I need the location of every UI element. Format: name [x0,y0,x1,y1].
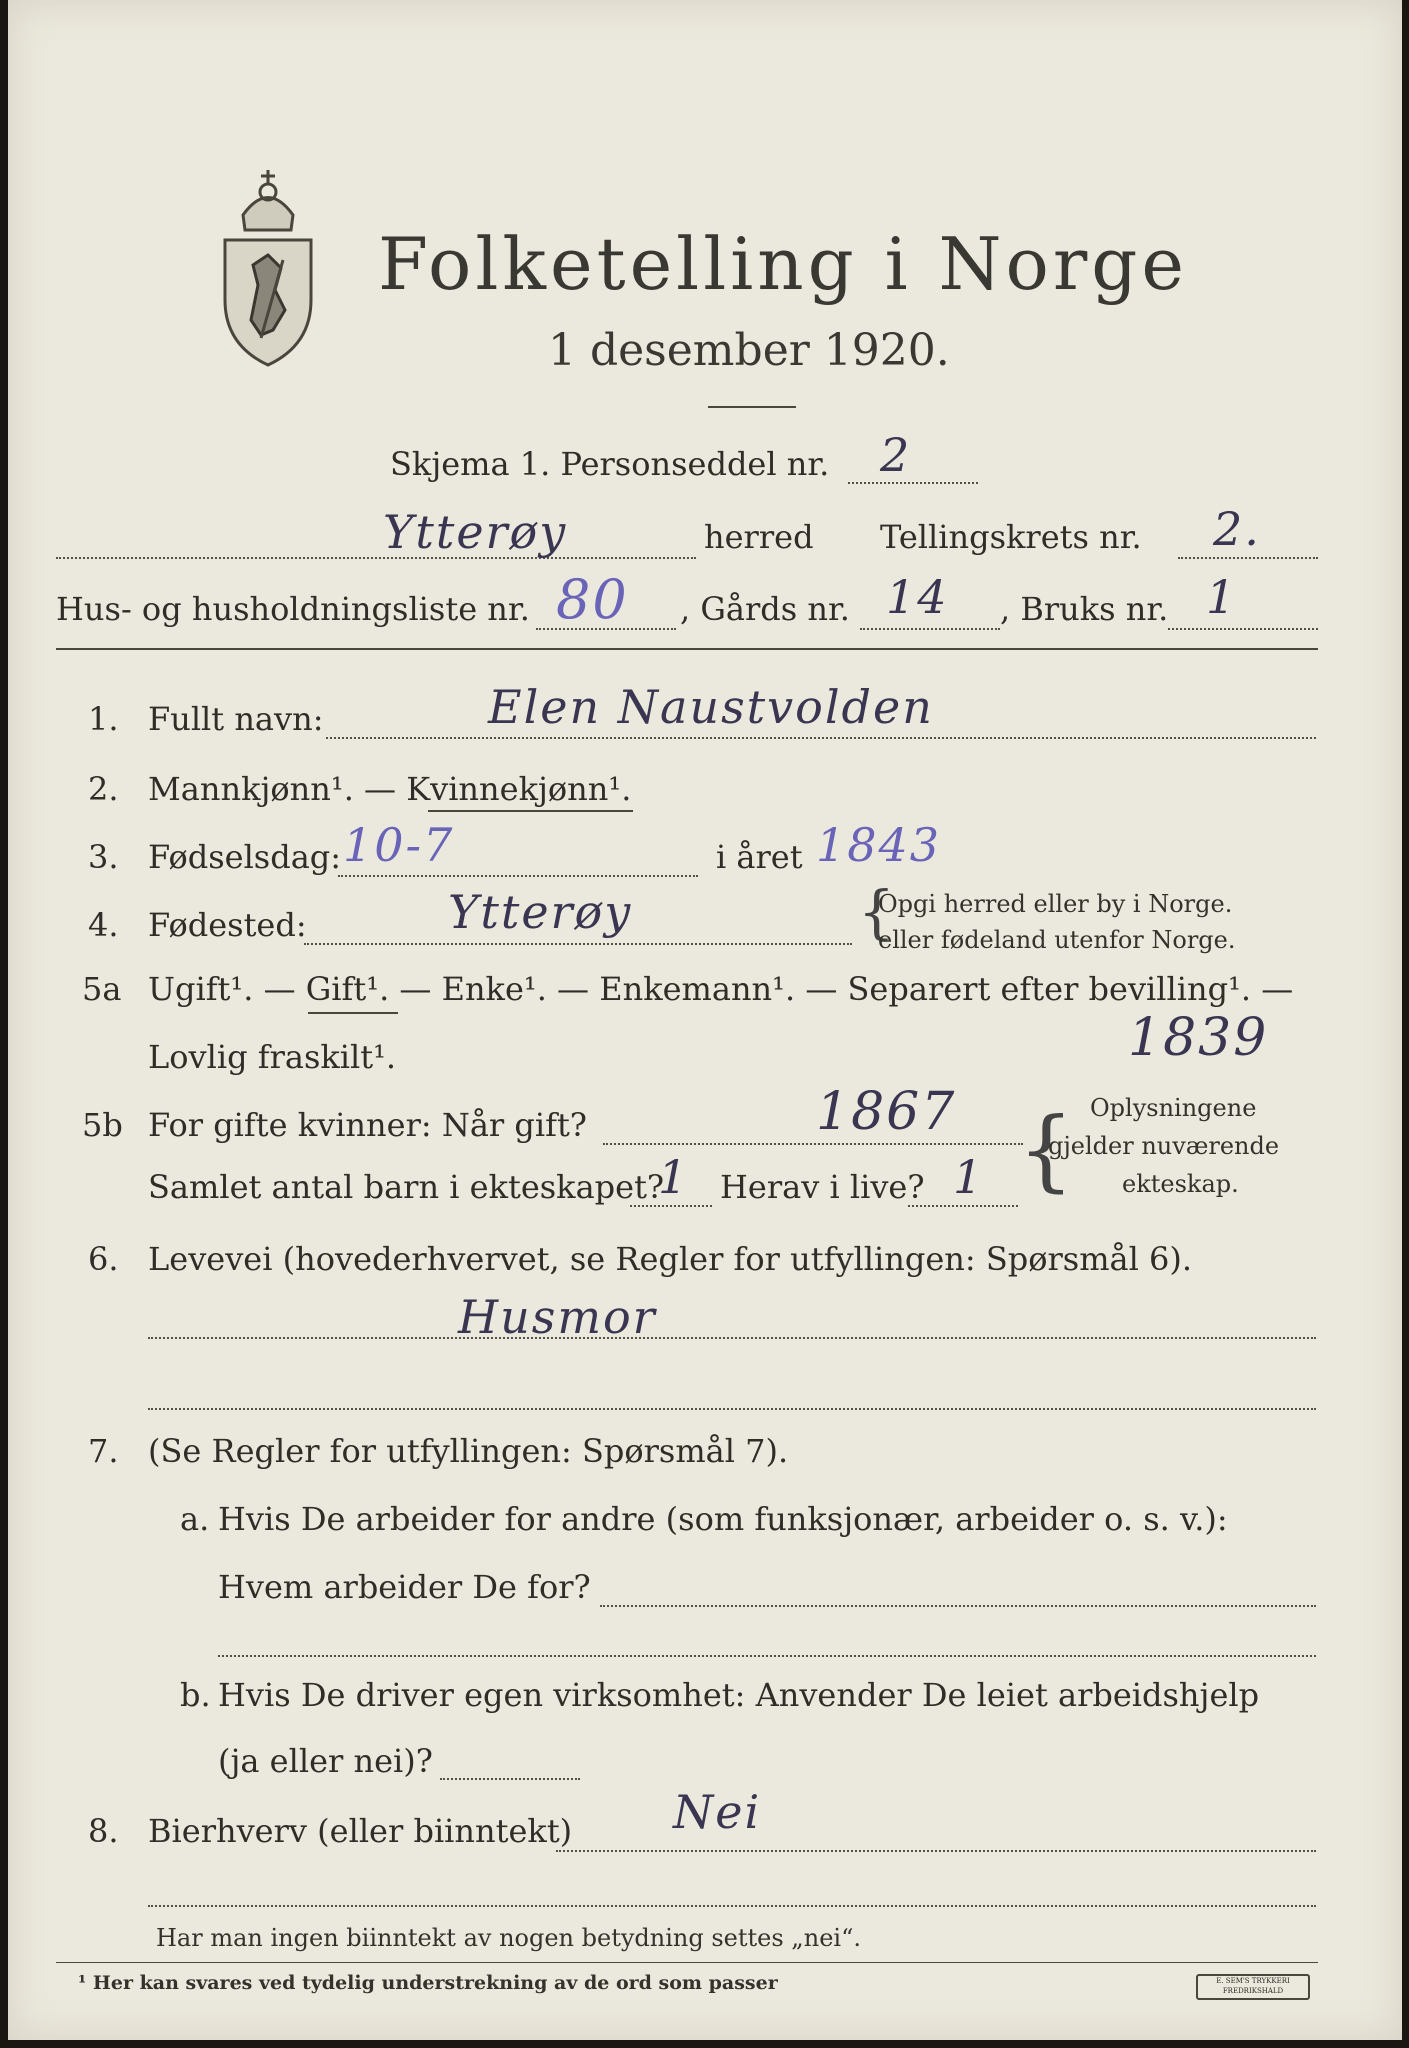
q8-number: 8. [88,1812,119,1850]
q2-number: 2. [88,770,119,808]
q5b-live-value: 1 [953,1150,985,1204]
q7a-line-2 [218,1655,1316,1657]
q3-year-value: 1843 [816,818,942,872]
footer-note: Har man ingen biinntekt av nogen betydning settes „nei“. [156,1924,861,1952]
q5a-number: 5a [82,970,122,1008]
q5a-annotation: 1839 [1128,1008,1269,1068]
q4-note-1: Opgi herred eller by i Norge. [878,890,1233,918]
q6-line-2 [148,1408,1316,1410]
q8-line-2 [148,1905,1316,1907]
tellingskrets-label: Tellingskrets nr. [880,518,1142,556]
q2-label: Mannkjønn¹. — Kvinnekjønn¹. [148,770,632,808]
census-form [8,0,1402,2040]
title-divider [708,406,796,408]
q7b-label: Hvis De driver egen virksomhet: Anvender De leiet arbeidshjelp [218,1676,1260,1714]
q7a-number: a. [180,1500,210,1538]
personseddel-nr-value: 2 [880,428,912,482]
q1-line [326,737,1316,739]
gards-label: , Gårds nr. [680,590,850,628]
q5b-live-line [908,1205,1018,1207]
q5b-note-1: Oplysningene [1090,1094,1257,1122]
q7a-label: Hvis De arbeider for andre (som funksjonær, arbeider o. s. v.): [218,1500,1228,1538]
gards-line [860,628,1000,630]
q7b-line [440,1778,580,1780]
q5b-value: 1867 [816,1082,957,1142]
header-rule [56,648,1318,650]
bruks-label: , Bruks nr. [1000,590,1169,628]
q4-value: Ytterøy [448,885,633,939]
q7b-number: b. [180,1676,211,1714]
herred-label: herred [704,518,814,556]
skjema-label: Skjema 1. Personseddel nr. [390,445,830,483]
q7-label: (Se Regler for utfyllingen: Spørsmål 7). [148,1432,789,1470]
q6-line-1 [148,1337,1316,1339]
q3-number: 3. [88,838,119,876]
q8-line [556,1850,1316,1852]
q5b-note-2: gjelder nuværende [1048,1132,1280,1160]
q5b-label-2: Samlet antal barn i ekteskapet? [148,1168,665,1206]
printer-stamp-text: E. SEM'S TRYKKERI FREDRIKSHALD [1216,1977,1290,1995]
q7b-label-2: (ja eller nei)? [218,1742,433,1780]
q7a-label-2: Hvem arbeider De for? [218,1568,591,1606]
norway-coat-of-arms-icon [213,160,323,370]
hus-nr-value: 80 [556,568,629,631]
q8-value: Nei [673,1785,762,1839]
q3-value: 10-7 [343,818,455,872]
q1-value: Elen Naustvolden [488,680,934,734]
q5b-label: For gifte kvinner: Når gift? [148,1106,587,1144]
q1-label: Fullt navn: [148,700,324,738]
herred-value: Ytterøy [383,505,568,559]
q3-label: Fødselsdag: [148,838,342,876]
q6-value: Husmor [458,1290,657,1344]
q4-brace: { [858,878,895,946]
q5b-barn-value: 1 [658,1150,690,1204]
q5a-underline-gift [308,1012,398,1014]
hus-label: Hus- og husholdningsliste nr. [56,590,530,628]
herred-line [56,557,696,559]
footnote: ¹ Her kan svares ved tydelig understrekning av de ord som passer [78,1972,778,1994]
q5b-gift-line [603,1143,1023,1145]
q1-number: 1. [88,700,119,738]
q5b-barn-line [630,1205,712,1207]
gards-nr-value: 14 [886,570,949,624]
personseddel-line [848,482,978,484]
q5a-label: Ugift¹. — Gift¹. — Enke¹. — Enkemann¹. — Separert efter bevilling¹. — [148,970,1294,1008]
q5b-live-label: Herav i live? [720,1168,925,1206]
tellingskrets-nr-value: 2. [1213,502,1261,556]
q8-label: Bierhverv (eller biinntekt) [148,1812,573,1850]
q4-label: Fødested: [148,906,307,944]
form-title: Folketelling i Norge [378,222,1188,306]
q4-number: 4. [88,906,119,944]
bruks-nr-value: 1 [1206,570,1238,624]
q7a-line-1 [600,1605,1316,1607]
q3-day-line [338,875,698,877]
q5a-label-2: Lovlig fraskilt¹. [148,1038,397,1076]
q3-year-label: i året [716,838,803,876]
q2-underline-kvinnekjonn [428,810,633,812]
bruks-line [1168,628,1318,630]
form-date: 1 desember 1920. [548,325,950,376]
q5b-number: 5b [82,1106,123,1144]
footer-rule [56,1962,1318,1963]
q5b-brace: { [1018,1098,1074,1201]
q5b-note-3: ekteskap. [1122,1170,1239,1198]
q6-number: 6. [88,1240,119,1278]
q6-label: Levevei (hovederhvervet, se Regler for utfyllingen: Spørsmål 6). [148,1240,1193,1278]
printer-stamp [1196,1974,1310,2000]
q4-note-2: eller fødeland utenfor Norge. [878,926,1236,954]
q4-line [304,943,852,945]
q7-number: 7. [88,1432,119,1470]
tellingskrets-line [1178,557,1318,559]
